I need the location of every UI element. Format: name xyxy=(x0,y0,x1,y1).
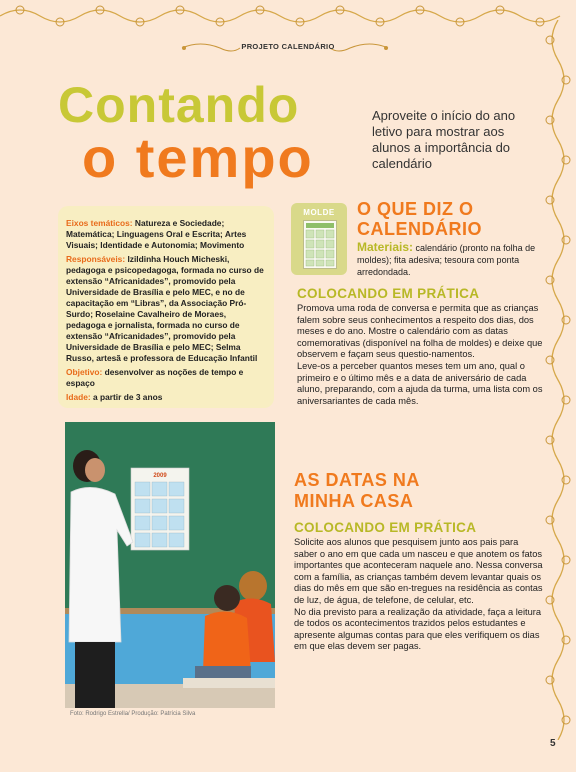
section-label: PROJETO CALENDÁRIO xyxy=(241,42,335,51)
objetivo-paragraph xyxy=(66,367,266,389)
responsaveis-text: Izildinha Houch Micheski, pedagoga e psicopedagoga, formada no curso de extensão “Africanidades”, promovido pela Universidade de Brasília e pelo MEC, e no de capacitação em “Libras”, da Associação Pró-Surdo; Roselaine Cavalheiro de Moraes, pedagoga e jornalista, formada no curso de extensão “Africanidades”, promovido pela Universidade de Brasília e pelo MEC; Selma Russo, artesã e professora de Educação Infantil xyxy=(66,254,264,363)
section1-body xyxy=(297,303,543,407)
molde-card xyxy=(291,203,347,275)
section1-paragraph-1: Promova uma roda de conversa e permita que as crianças falem sobre seus conhecimentos a respeito dos dias, dos meses e do ano. Mostre o calendário com as datas comemorativas (disponível na folha de moldes) e deixe que observem e façam seus questio-namentos. xyxy=(297,303,543,360)
section1-subheading: COLOCANDO EM PRÁTICA xyxy=(297,286,480,301)
materials-text xyxy=(357,241,537,278)
materials-list: calendário (pronto na folha de moldes); fita adesiva; tesoura com ponta arredondada. xyxy=(357,243,536,277)
calendar-grid-icon xyxy=(304,221,336,268)
objetivo-text: desenvolver as noções de tempo e espaço xyxy=(66,367,244,388)
eixos-paragraph xyxy=(66,218,266,251)
title-line-1: Contando xyxy=(58,77,300,133)
responsaveis-paragraph xyxy=(66,254,266,364)
eixos-text: Natureza e Sociedade; Matemática; Linguagens Oral e Escrita; Artes Visuais; Identidade e Autonomia; Movimento xyxy=(66,218,247,250)
project-info-box xyxy=(58,206,274,408)
idade-paragraph xyxy=(66,392,266,403)
responsaveis-label: Responsáveis: xyxy=(66,254,126,264)
section2-subheading: COLOCANDO EM PRÁTICA xyxy=(294,520,477,535)
section1-paragraph-2: Leve-os a perceber quantos meses tem um ano, qual o primeiro e o último mês e a data de aniversário de cada aluno, preparando, com a ajuda da turma, uma lista com os aniversariantes de cada mês. xyxy=(297,360,543,406)
section2-paragraph-2: No dia previsto para a realização da atividade, faça a leitura de todos os acontecimentos trazidos pelos estudantes e apresente algumas contas para que eles verifiquem os dias em que elas devem ser pagas. xyxy=(294,606,542,652)
objetivo-label: Objetivo: xyxy=(66,367,103,377)
page-number: 5 xyxy=(550,738,556,749)
idade-text: a partir de 3 anos xyxy=(93,392,163,402)
molde-label: MOLDE xyxy=(303,208,335,217)
poster-year: 2009 xyxy=(153,473,167,479)
section2-heading-line2: MINHA CASA xyxy=(294,491,414,511)
right-ornament-border xyxy=(540,20,576,740)
title-line-2: o tempo xyxy=(82,126,314,189)
section2-heading-line1: AS DATAS NA xyxy=(294,470,420,490)
section2-heading xyxy=(294,470,420,512)
section2-body xyxy=(294,537,544,653)
section1-heading-line2: CALENDÁRIO xyxy=(357,219,482,239)
calendar-thumbnail xyxy=(303,220,337,269)
intro-text: Aproveite o início do ano letivo para mostrar aos alunos a importância do calendário xyxy=(372,108,516,171)
classroom-photo xyxy=(65,422,275,708)
section1-heading xyxy=(357,199,482,239)
photo-credit: Foto: Rodrigo Estrella/ Produção: Patrícia Silva xyxy=(70,711,196,717)
top-ornament-border xyxy=(0,0,576,30)
eixos-label: Eixos temáticos: xyxy=(66,218,133,228)
section1-heading-line1: O QUE DIZ O xyxy=(357,199,474,219)
section2-paragraph-1: Solicite aos alunos que pesquisem junto aos pais para saber o ano em que cada um nasceu e que anotem os fatos importantes que aconteceram naquele ano. Nessa conversa com a família, as crianças também devem levantar quais os dias do mês em que são en-tregues na residência as contas de luz, de água, de telefone, de celular, etc. xyxy=(294,537,543,605)
materials-label: Materiais: xyxy=(357,240,414,254)
idade-label: Idade: xyxy=(66,392,91,402)
